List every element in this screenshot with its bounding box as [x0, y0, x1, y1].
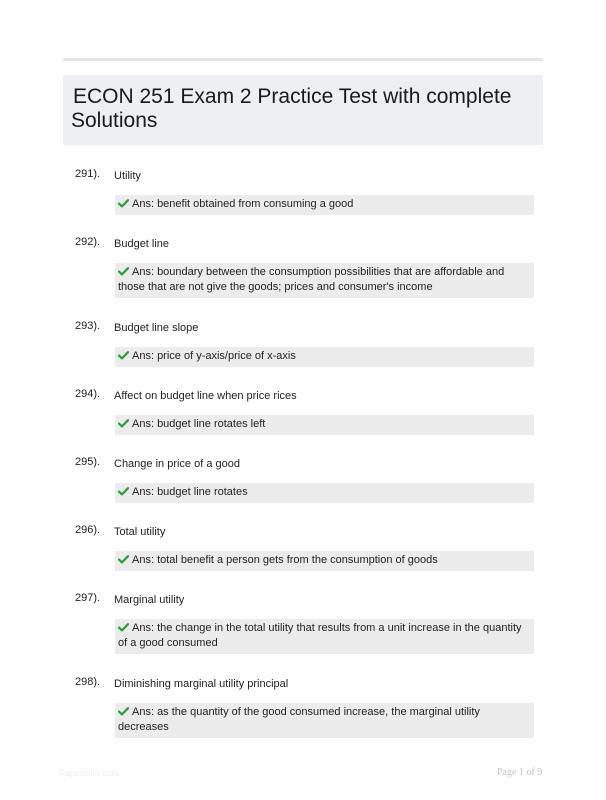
checkmark-icon — [118, 487, 129, 496]
checkmark-icon — [118, 419, 129, 428]
question-item — [63, 320, 543, 388]
answer-text: Ans: the change in the total utility that results from a unit increase in the quantity of a good consumed — [118, 622, 522, 649]
question-text: Diminishing marginal utility principal — [114, 678, 289, 690]
question-text: Utility — [114, 170, 141, 182]
answer-box — [115, 347, 534, 367]
document-header — [63, 75, 543, 145]
page-indicator: Page 1 of 9 — [497, 767, 543, 778]
answer-text: Ans: total benefit a person gets from the consumption of goods — [132, 554, 438, 566]
question-item — [63, 388, 543, 456]
question-number: 291). — [75, 168, 101, 180]
answer-box — [115, 415, 534, 435]
checkmark-icon — [118, 267, 129, 276]
checkmark-icon — [118, 555, 129, 564]
checkmark-icon — [118, 623, 129, 632]
question-item — [63, 236, 543, 320]
question-item — [63, 524, 543, 592]
top-divider — [63, 58, 543, 61]
checkmark-icon — [118, 199, 129, 208]
document-title: ECON 251 Exam 2 Practice Test with complete Solutions — [71, 85, 512, 132]
answer-box — [115, 619, 534, 654]
footer-watermark: Paperfolio.com — [59, 768, 120, 778]
question-number: 293). — [75, 320, 101, 332]
question-item — [63, 592, 543, 676]
question-list — [63, 168, 543, 744]
question-number: 292). — [75, 236, 101, 248]
question-text: Budget line slope — [114, 322, 199, 334]
answer-text: Ans: price of y-axis/price of x-axis — [132, 350, 296, 362]
answer-text: Ans: as the quantity of the good consumed increase, the marginal utility decreases — [118, 706, 480, 733]
answer-box — [115, 195, 534, 215]
question-number: 298). — [75, 676, 101, 688]
question-number: 296). — [75, 524, 101, 536]
question-number: 295). — [75, 456, 101, 468]
checkmark-icon — [118, 707, 129, 716]
question-number: 297). — [75, 592, 101, 604]
question-text: Marginal utility — [114, 594, 185, 606]
answer-box — [115, 263, 534, 298]
answer-text: Ans: boundary between the consumption possibilities that are affordable and those that are not give the goods; prices and consumer's income — [118, 266, 505, 293]
question-item — [63, 168, 543, 236]
answer-text: Ans: budget line rotates — [132, 486, 248, 498]
answer-box — [115, 483, 534, 503]
answer-text: Ans: budget line rotates left — [132, 418, 266, 430]
question-item — [63, 456, 543, 524]
answer-box — [115, 551, 534, 571]
checkmark-icon — [118, 351, 129, 360]
answer-text: Ans: benefit obtained from consuming a good — [132, 198, 354, 210]
question-text: Total utility — [114, 526, 166, 538]
answer-box — [115, 703, 534, 738]
question-number: 294). — [75, 388, 101, 400]
question-text: Budget line — [114, 238, 170, 250]
question-text: Change in price of a good — [114, 458, 240, 470]
question-text: Affect on budget line when price rices — [114, 390, 297, 402]
question-item — [63, 676, 543, 744]
